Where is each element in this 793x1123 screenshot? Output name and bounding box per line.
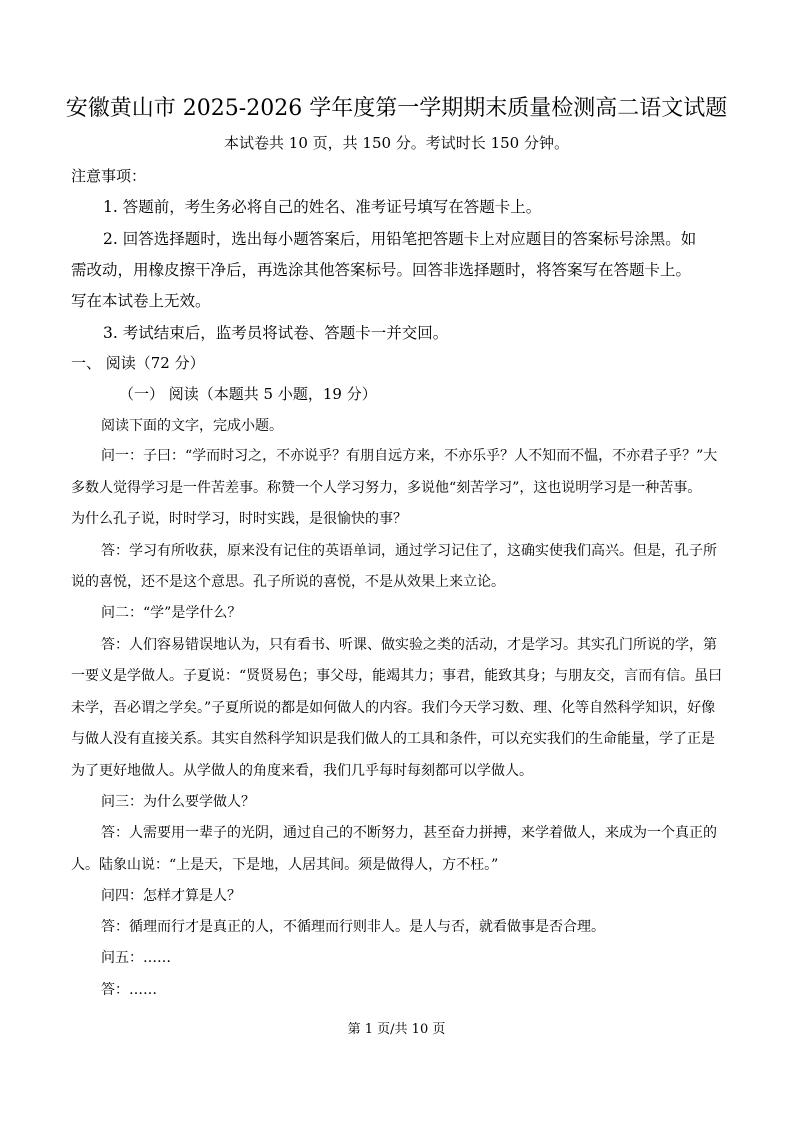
- page-number: 第 1 页/共 10 页: [347, 1022, 446, 1037]
- passage-line: 问三：为什么要学做人？: [101, 794, 255, 810]
- subsection-heading: （一） 阅读（本题共 5 小题，19 分）: [119, 385, 377, 403]
- exam-title: 安徽黄山市 2025-2026 学年度第一学期期末质量检测高二语文试题: [65, 96, 728, 121]
- passage-line: 答：学习有所收获，原来没有记住的英语单词，通过学习记住了，这确实使我们高兴。但是，孔子所: [101, 543, 717, 559]
- passage-line: 答：人们容易错误地认为，只有看书、听课、做实验之类的活动，才是学习。其实孔门所说的学，第: [101, 637, 717, 653]
- passage-line: 问一：子曰：“学而时习之，不亦说乎？有朋自远方来，不亦乐乎？人不知而不愠，不亦君子乎？”大: [101, 448, 718, 464]
- passage-line: 答：循理而行才是真正的人，不循理而行则非人。是人与否，就看做事是否合理。: [101, 919, 605, 935]
- passage-line: 说的喜悦，还不是这个意思。孔子所说的喜悦，不是从效果上来立论。: [71, 574, 505, 590]
- notice-item-2-line-3: 写在本试卷上无效。: [71, 292, 211, 310]
- notice-item-3: 3. 考试结束后，监考员将试卷、答题卡一并交回。: [103, 324, 449, 342]
- passage-line: 多数人觉得学习是一件苦差事。称赞一个人学习努力，多说他“刻苦学习”，这也说明学习是一种苦事。: [71, 480, 702, 496]
- notice-item-2-line-1: 2. 回答选择题时，选出每小题答案后，用铅笔把答题卡上对应题目的答案标号涂黑。如: [103, 230, 697, 248]
- passage-line: 一要义是学做人。子夏说：“贤贤易色；事父母，能竭其力；事君，能致其身；与朋友交，言而有信。虽曰: [71, 668, 723, 684]
- passage-line: 为什么孔子说，时时学习，时时实践，是很愉快的事？: [71, 511, 407, 527]
- passage-line: 问二：“学”是学什么？: [101, 605, 242, 621]
- notice-item-2-line-2: 需改动，用橡皮擦干净后，再选涂其他答案标号。回答非选择题时，将答案写在答题卡上。: [71, 261, 692, 279]
- passage-line: 未学，吾必谓之学矣。”子夏所说的都是如何做人的内容。我们今天学习数、理、化等自然科学知识，好像: [71, 700, 716, 716]
- notice-heading: 注意事项：: [71, 167, 147, 185]
- passage-line: 答：人需要用一辈子的光阴，通过自己的不断努力，甚至奋力拼搏，来学着做人，来成为一个真正的: [101, 825, 717, 841]
- notice-item-1: 1. 答题前，考生务必将自己的姓名、准考证号填写在答题卡上。: [103, 198, 542, 216]
- passage-line: 答：……: [101, 982, 157, 998]
- passage-line: 为了更好地做人。从学做人的角度来看，我们几乎每时每刻都可以学做人。: [71, 763, 533, 779]
- passage-line: 与做人没有直接关系。其实自然科学知识是我们做人的工具和条件，可以充实我们的生命能量，学了正是: [71, 731, 715, 747]
- passage-line: 问五：……: [101, 950, 171, 966]
- exam-subtitle: 本试卷共 10 页，共 150 分。考试时长 150 分钟。: [224, 134, 569, 152]
- passage-line: 人。陆象山说：“上是天，下是地，人居其间。须是做得人，方不枉。”: [71, 857, 499, 873]
- passage-line: 问四：怎样才算是人？: [101, 888, 241, 904]
- reading-instruction: 阅读下面的文字，完成小题。: [101, 418, 283, 434]
- section-heading: 一、 阅读（72 分）: [71, 354, 205, 372]
